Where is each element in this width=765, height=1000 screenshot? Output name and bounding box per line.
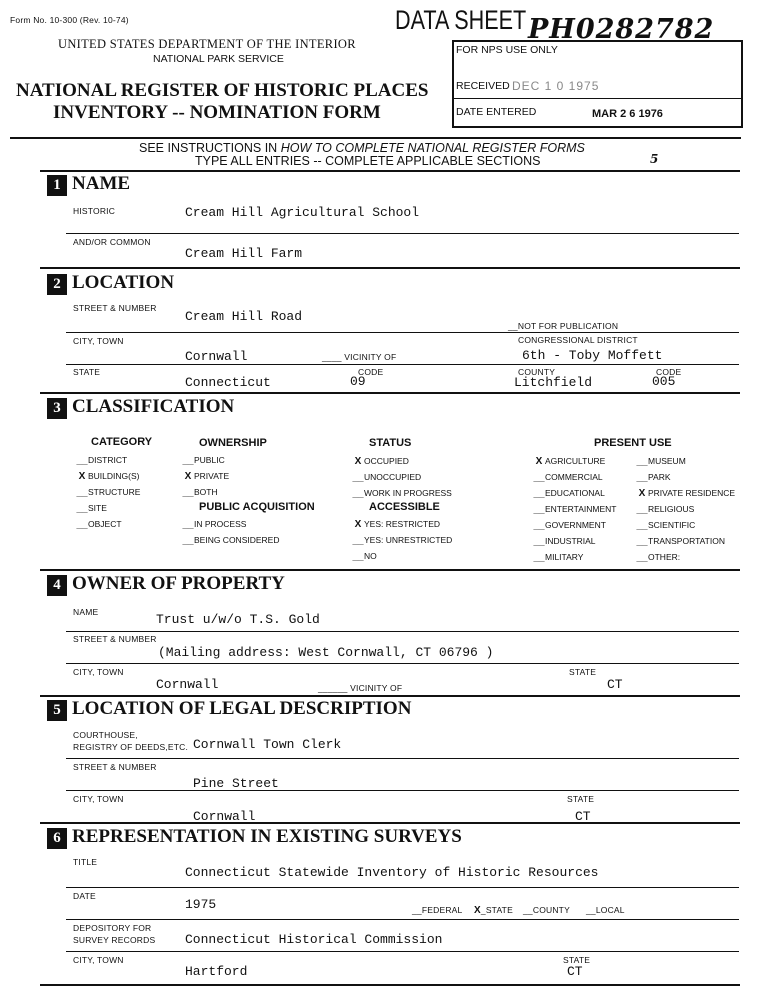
accessible-yes-unrestricted: __YES: UNRESTRICTED	[352, 535, 453, 546]
use-industrial: __INDUSTRIAL	[533, 536, 596, 547]
ownership-private: X PRIVATE	[184, 471, 230, 482]
street-number-label: STREET & NUMBER	[73, 303, 157, 313]
owner-vicinity-of: ______ VICINITY OF	[318, 683, 403, 693]
handwritten-mark: 5	[650, 152, 659, 166]
status-work-in-progress: __WORK IN PROGRESS	[352, 488, 452, 499]
section-2-number: 2	[47, 274, 67, 295]
category-structure: __STRUCTURE	[76, 487, 141, 498]
received-label: RECEIVED	[456, 80, 510, 92]
department-name: UNITED STATES DEPARTMENT OF THE INTERIOR	[58, 37, 356, 51]
survey-city-label: CITY, TOWN	[73, 955, 124, 965]
use-government: __GOVERNMENT	[533, 520, 606, 531]
category-district: __DISTRICT	[76, 455, 128, 466]
survey-city-value: Hartford	[185, 964, 248, 979]
present-use-heading: PRESENT USE	[594, 437, 672, 449]
section-5-heading: LOCATION OF LEGAL DESCRIPTION	[72, 698, 412, 719]
section-3-number: 3	[47, 398, 67, 419]
accessible-heading: ACCESSIBLE	[369, 501, 440, 513]
owner-state-value: CT	[607, 677, 623, 692]
congressional-district-value: 6th - Toby Moffett	[522, 348, 663, 363]
state-code-label: CODE	[358, 367, 384, 377]
accessible-no: __NO	[352, 551, 377, 562]
common-name-label: AND/OR COMMON	[73, 237, 151, 247]
level-federal: __FEDERAL	[412, 905, 463, 915]
use-private-residence: X PRIVATE RESIDENCE	[638, 488, 736, 499]
use-agriculture: X AGRICULTURE	[535, 456, 606, 467]
use-military: __MILITARY	[533, 552, 584, 563]
historic-label: HISTORIC	[73, 206, 116, 216]
owner-street-label: STREET & NUMBER	[73, 634, 157, 644]
owner-city-label: CITY, TOWN	[73, 667, 124, 677]
owner-name-value: Trust u/w/o T.S. Gold	[156, 612, 320, 627]
date-entered-label: DATE ENTERED	[456, 106, 537, 118]
use-museum: __MUSEUM	[636, 456, 686, 467]
use-transportation: __TRANSPORTATION	[636, 536, 725, 547]
city-town-label: CITY, TOWN	[73, 336, 124, 346]
survey-title-label: TITLE	[73, 857, 98, 867]
section-4-number: 4	[47, 575, 67, 596]
owner-city-value: Cornwall	[156, 677, 219, 692]
handwritten-id: PH0282782	[528, 14, 715, 45]
received-stamp: DEC 1 0 1975	[512, 79, 600, 93]
county-code-label: CODE	[656, 367, 682, 377]
legal-city-value: Cornwall	[193, 809, 256, 824]
use-park: __PARK	[636, 472, 671, 483]
instructions-line2: TYPE ALL ENTRIES -- COMPLETE APPLICABLE SECTIONS	[195, 154, 541, 168]
section-4-heading: OWNER OF PROPERTY	[72, 573, 285, 594]
courthouse-value: Cornwall Town Clerk	[193, 737, 342, 752]
service-name: NATIONAL PARK SERVICE	[153, 53, 284, 65]
category-site: __SITE	[76, 503, 107, 514]
ownership-heading: OWNERSHIP	[199, 437, 267, 449]
vicinity-of: ____ VICINITY OF	[322, 352, 397, 362]
street-value: Cream Hill Road	[185, 309, 303, 324]
ownership-both: __BOTH	[182, 487, 218, 498]
survey-state-value: CT	[567, 964, 583, 979]
depository-value: Connecticut Historical Commission	[185, 932, 443, 947]
section-1-number: 1	[47, 175, 67, 196]
owner-state-label: STATE	[569, 667, 597, 677]
level-local: __LOCAL	[586, 905, 625, 915]
accessible-yes-restricted: X YES: RESTRICTED	[354, 519, 441, 530]
data-sheet-label: DATA SHEET	[395, 5, 527, 35]
section-1-heading: NAME	[72, 173, 131, 194]
section-6-number: 6	[47, 828, 67, 849]
status-occupied: X OCCUPIED	[354, 456, 409, 467]
not-for-publication: __NOT FOR PUBLICATION	[508, 321, 619, 331]
county-label: COUNTY	[518, 367, 556, 377]
public-acquisition-heading: PUBLIC ACQUISITION	[199, 501, 315, 513]
category-object: __OBJECT	[76, 519, 122, 530]
status-unoccupied: __UNOCCUPIED	[352, 472, 422, 483]
historic-name-value: Cream Hill Agricultural School	[185, 205, 420, 220]
status-heading: STATUS	[369, 437, 412, 449]
registry-label: REGISTRY OF DEEDS,ETC.	[73, 742, 189, 752]
owner-street-value: (Mailing address: West Cornwall, CT 06796 )	[158, 645, 494, 660]
state-value: Connecticut	[185, 375, 271, 390]
use-entertainment: __ENTERTAINMENT	[533, 504, 617, 515]
courthouse-label: COURTHOUSE,	[73, 730, 138, 740]
survey-date-value: 1975	[185, 897, 217, 912]
use-other: __OTHER:	[636, 552, 681, 563]
survey-title-value: Connecticut Statewide Inventory of Historic Resources	[185, 865, 599, 880]
owner-name-label: NAME	[73, 607, 99, 617]
use-scientific: __SCIENTIFIC	[636, 520, 696, 531]
congressional-district-label: CONGRESSIONAL DISTRICT	[518, 335, 638, 345]
state-code-value: 09	[350, 374, 366, 389]
section-3-heading: CLASSIFICATION	[72, 396, 235, 417]
ownership-public: __PUBLIC	[182, 455, 225, 466]
legal-street-value: Pine Street	[193, 776, 279, 791]
survey-state-label: STATE	[563, 955, 591, 965]
section-6-heading: REPRESENTATION IN EXISTING SURVEYS	[72, 826, 462, 847]
category-heading: CATEGORY	[91, 436, 153, 448]
date-entered-stamp: MAR 2 6 1976	[592, 108, 663, 120]
city-value: Cornwall	[185, 349, 248, 364]
county-value: Litchfield	[514, 375, 593, 390]
form-title-line1: NATIONAL REGISTER OF HISTORIC PLACES	[16, 80, 429, 101]
category-buildings: X BUILDING(S)	[78, 471, 140, 482]
section-5-number: 5	[47, 700, 67, 721]
use-educational: __EDUCATIONAL	[533, 488, 605, 499]
acquisition-in-process: __IN PROCESS	[182, 519, 247, 530]
instructions-line1: SEE INSTRUCTIONS IN HOW TO COMPLETE NATIONAL REGISTER FORMS	[139, 141, 585, 155]
legal-city-label: CITY, TOWN	[73, 794, 124, 804]
section-2-heading: LOCATION	[72, 272, 175, 293]
legal-state-value: CT	[575, 809, 591, 824]
depository-label-2: SURVEY RECORDS	[73, 935, 156, 945]
form-number: Form No. 10-300 (Rev. 10-74)	[10, 15, 129, 25]
legal-street-label: STREET & NUMBER	[73, 762, 157, 772]
level-county: __COUNTY	[523, 905, 570, 915]
depository-label-1: DEPOSITORY FOR	[73, 923, 152, 933]
level-state: X_STATE	[474, 905, 513, 916]
use-religious: __RELIGIOUS	[636, 504, 695, 515]
use-commercial: __COMMERCIAL	[533, 472, 603, 483]
county-code-value: 005	[652, 374, 676, 389]
form-title-line2: INVENTORY -- NOMINATION FORM	[53, 102, 381, 123]
state-label: STATE	[73, 367, 101, 377]
nps-use-label: FOR NPS USE ONLY	[456, 44, 558, 56]
legal-state-label: STATE	[567, 794, 595, 804]
common-name-value: Cream Hill Farm	[185, 246, 303, 261]
survey-date-label: DATE	[73, 891, 96, 901]
acquisition-being-considered: __BEING CONSIDERED	[182, 535, 280, 546]
